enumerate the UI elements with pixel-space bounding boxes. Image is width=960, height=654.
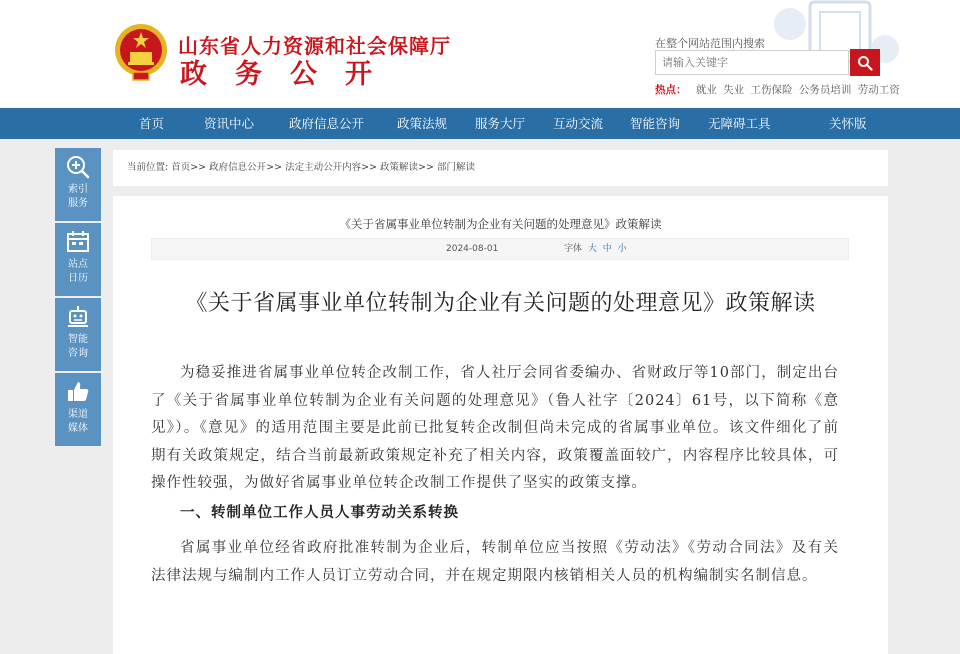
nav-item-policy[interactable]: 政策法规	[397, 116, 448, 131]
publish-date: 2024-08-01	[446, 244, 499, 254]
article-header-title: 《关于省属事业单位转制为企业有关问题的处理意见》政策解读	[339, 217, 662, 231]
side-item-smart-consult[interactable]	[55, 298, 101, 371]
nav-item-home[interactable]: 首页	[139, 116, 165, 131]
article-body	[151, 360, 839, 590]
hot-keywords	[655, 82, 903, 97]
font-size-medium-button[interactable]: 中	[602, 244, 612, 254]
side-item-label: 智能	[68, 334, 88, 345]
breadcrumb[interactable]: 当前位置: 首页>> 政府信息公开>> 法定主动公开内容>> 政策解读>> 部门解读	[113, 150, 888, 186]
nav-item-gov-info[interactable]: 政府信息公开	[289, 116, 365, 131]
font-size-label: 字体	[564, 244, 583, 254]
article-paragraph: 省属事业单位经省政府批准转制为企业后，转制单位应当按照《劳动法》《劳动合同法》及有关法律法规与编制内工作人员订立劳动合同，并在规定期限内核销相关人员的机构编制实名制信息。	[151, 540, 839, 584]
site-subtitle: 政务公开	[180, 59, 400, 90]
nav-item-smart-consult[interactable]: 智能咨询	[630, 116, 681, 131]
search-plus-icon	[65, 154, 91, 180]
side-item-label: 媒体	[68, 423, 88, 434]
article-panel	[113, 196, 888, 654]
section-heading: 一、转制单位工作人员人事劳动关系转换	[180, 504, 459, 521]
site-header	[0, 0, 960, 108]
article-paragraph: 为稳妥推进省属事业单位转企改制工作，省人社厅会同省委编办、省财政厅等10部门，制定出台了《关于省属事业单位转制为企业有关问题的处理意见》（鲁人社字〔2024〕61号，以下简称《意见》）。《意见》的适用范围主要是此前已批复转企改制但尚未完成的省属事业单位。该文件细化了前期有关政策规定，结合当前最新政策规定补充了相关内容，政策覆盖面较广，内容程序比较具体，可操作性较强，为做好省属事业单位转企改制工作提供了坚实的政策支撑。	[151, 365, 839, 491]
calendar-icon	[65, 229, 91, 255]
side-item-channel-media[interactable]	[55, 373, 101, 446]
nav-item-care-version[interactable]: 关怀版	[829, 116, 867, 131]
main-nav	[0, 108, 960, 139]
side-item-label: 站点	[68, 259, 88, 270]
side-item-label: 咨询	[68, 348, 88, 359]
side-item-label: 服务	[68, 198, 88, 209]
hot-keyword-link[interactable]: 工伤保险	[750, 84, 793, 96]
side-item-site-calendar[interactable]	[55, 223, 101, 296]
search-icon	[857, 55, 873, 71]
hot-keyword-link[interactable]: 就业	[695, 84, 717, 96]
font-size-small-button[interactable]: 小	[617, 244, 627, 254]
nav-item-news[interactable]: 资讯中心	[204, 116, 255, 131]
site-name: 山东省人力资源和社会保障厅	[178, 34, 451, 58]
robot-icon	[65, 304, 91, 330]
search-label: 在整个网站范围内搜索	[655, 37, 765, 50]
side-item-label: 索引	[68, 184, 88, 195]
nav-item-service-hall[interactable]: 服务大厅	[475, 116, 526, 131]
article-title: 《关于省属事业单位转制为企业有关问题的处理意见》政策解读	[185, 291, 816, 316]
hot-keyword-link[interactable]: 公务员培训	[798, 84, 852, 96]
article-meta-bar	[151, 238, 849, 260]
side-menu	[55, 148, 101, 448]
search-input[interactable]	[655, 50, 849, 75]
font-size-large-button[interactable]: 大	[587, 244, 597, 254]
nav-item-accessibility[interactable]: 无障碍工具	[708, 116, 771, 131]
side-item-index-service[interactable]	[55, 148, 101, 221]
font-size-switcher	[564, 239, 627, 259]
national-emblem-icon	[113, 22, 169, 82]
hot-keyword-link[interactable]: 劳动工资	[857, 84, 900, 96]
thumbs-up-icon	[65, 379, 91, 405]
side-item-label: 渠道	[68, 409, 88, 420]
hot-label: 热点：	[655, 84, 687, 96]
nav-item-interaction[interactable]: 互动交流	[553, 116, 604, 131]
hot-keyword-link[interactable]: 失业	[723, 84, 745, 96]
side-item-label: 日历	[68, 273, 88, 284]
search-button[interactable]	[850, 49, 880, 76]
